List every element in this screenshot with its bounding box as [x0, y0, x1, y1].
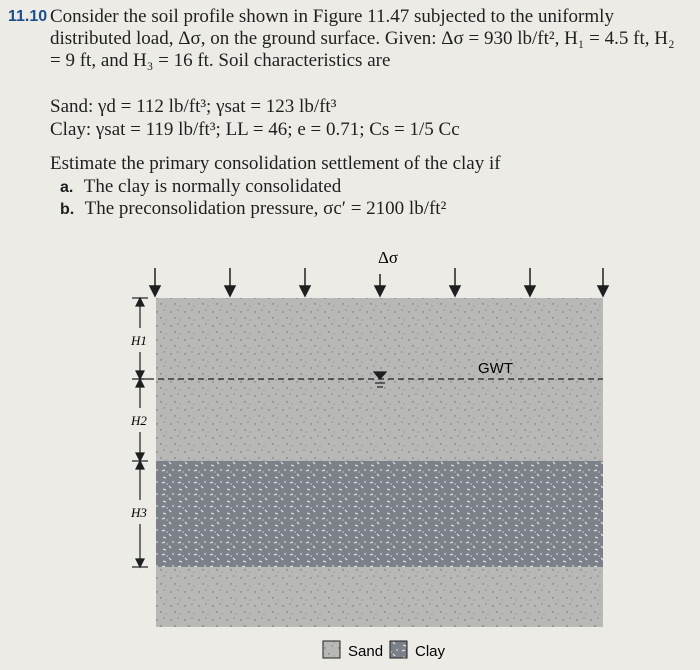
legend-clay-swatch: [390, 641, 407, 658]
load-arrow: [300, 268, 310, 296]
h1-label: H1: [131, 333, 147, 348]
load-arrow: [598, 268, 608, 296]
load-label: Δσ: [378, 248, 399, 267]
problem-statement: Consider the soil profile shown in Figure 11.47 subjected to the uniformly distributed load, Δσ, on the ground surface. Given: Δσ = 930 lb/ft², H₁ = 4.5 ft, H₂ = 9 ft, and H₃ = 16 ft. Soil characteristics are: [50, 6, 675, 71]
option-a-label: a.: [60, 179, 74, 196]
load-arrow: [375, 274, 385, 296]
legend-clay-label: Clay: [415, 643, 446, 660]
estimate-prompt: Estimate the primary consolidation settlement of the clay if: [50, 153, 501, 174]
legend-sand-swatch: [323, 641, 340, 658]
clay-layer: [156, 461, 603, 567]
sand-layer-bottom: [156, 567, 603, 627]
h2-label: H2: [131, 413, 147, 428]
option-a-text: The clay is normally consolidated: [83, 176, 342, 197]
legend-sand-label: Sand: [348, 643, 384, 660]
sand-properties: Sand: γd = 112 lb/ft³; γsat = 123 lb/ft³: [50, 96, 337, 117]
load-arrow: [150, 268, 160, 296]
load-arrow: [225, 268, 235, 296]
load-arrows: [150, 268, 608, 296]
h3-label: H3: [131, 505, 147, 520]
problem-number: 11.10: [8, 8, 48, 25]
load-arrow: [450, 268, 460, 296]
legend: [323, 641, 446, 660]
load-arrow: [525, 268, 535, 296]
option-b-label: b.: [60, 201, 75, 218]
gwt-label: GWT: [478, 360, 513, 377]
clay-properties: Clay: γsat = 119 lb/ft³; LL = 46; e = 0.71; Cs = 1/5 Cc: [50, 119, 460, 140]
option-b-text: The preconsolidation pressure, σc′ = 2100 lb/ft²: [84, 198, 447, 219]
